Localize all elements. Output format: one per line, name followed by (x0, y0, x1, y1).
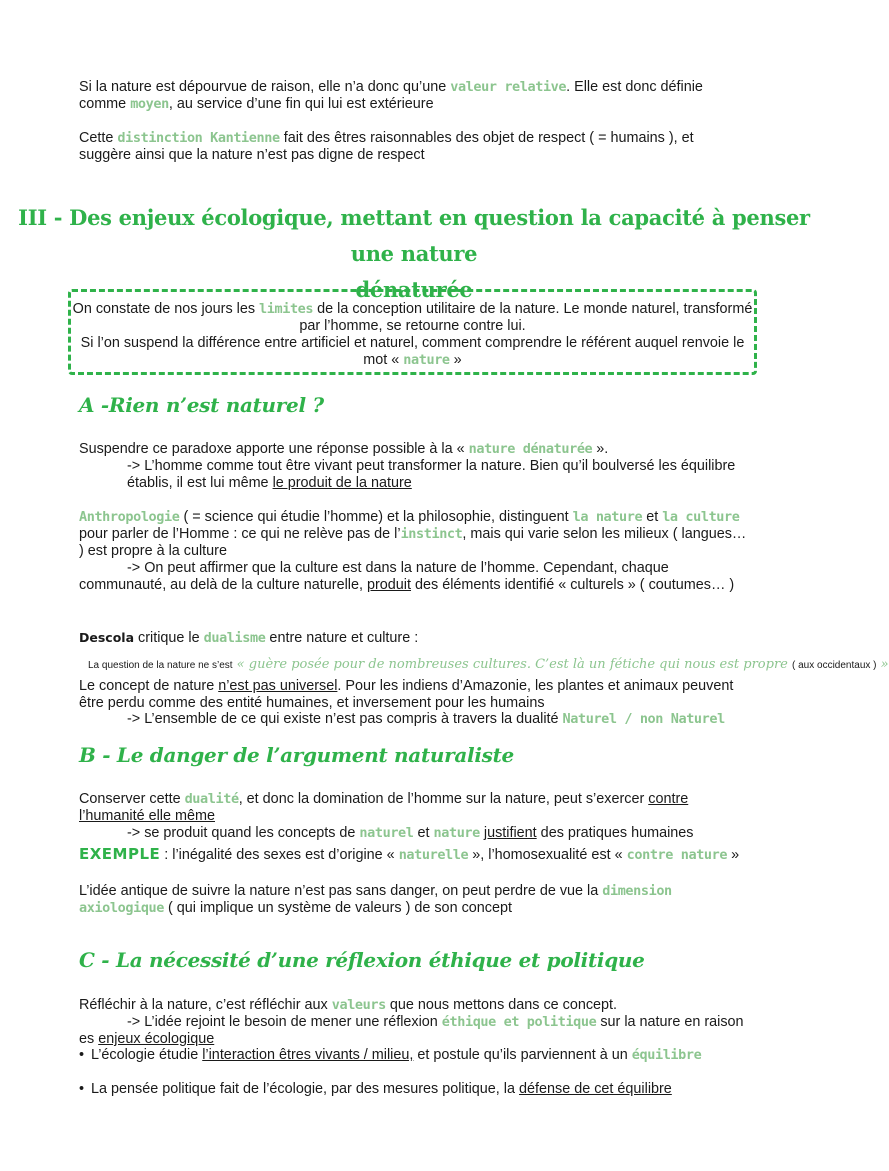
bullet-item-ecologie: • L’écologie étudie l’interaction êtres vivants / milieu, et postule qu’ils parviennent à un équilibre (79, 1047, 751, 1064)
section-a-paragraph-2: -> L’homme comme tout être vivant peut transformer la nature. Bien qu’il boulversé les équilibre établis, il est lui même le produit de la nature (127, 458, 736, 491)
section-a-paragraph-3: Anthropologie ( = science qui étudie l’homme) et la philosophie, distinguent la nature et la culture pour parler de l’Homme : ce qui ne relève pas de l’instinct, mais qui varie selon les milieux ( langues… ) est propre à la culture (79, 509, 747, 559)
intro-paragraph-1: Si la nature est dépourvue de raison, elle n’a donc qu’une valeur relative. Elle est donc définie comme moyen, au service d’une fin qui lui est extérieure (79, 79, 703, 112)
highlight: naturelle (398, 847, 469, 863)
example-label: EXEMPLE (79, 845, 161, 863)
highlight: dimension axiologique (79, 883, 672, 916)
highlight: naturel (359, 825, 414, 841)
section-b-paragraph-2: -> se produit quand les concepts de naturel et nature justifient des pratiques humaines (127, 825, 694, 841)
highlight: dualisme (203, 630, 266, 646)
highlight: nature dénaturée (468, 441, 593, 457)
highlight: nature (433, 825, 480, 841)
section-3-title: III - Des enjeux écologique, mettant en question la capacité à penser une nature dénaturée (18, 205, 810, 302)
box-text-1: On constate de nos jours les limites de la conception utilitaire de la nature. Le monde naturel, transformé par l’homme, se retourne contre lui. (72, 301, 753, 334)
highlight: valeurs (331, 997, 386, 1013)
section-c-paragraph-1: Réfléchir à la nature, c’est réfléchir aux valeurs que nous mettons dans ce concept. (79, 997, 618, 1013)
highlight: moyen (130, 96, 169, 112)
highlight: dualité (184, 791, 239, 807)
section-a-paragraph-6: Le concept de nature n’est pas universel. Pour les indiens d’Amazonie, les plantes et animaux peuvent être perdu comme des entité humaines, et inversement pour les humains (79, 678, 734, 711)
highlight: distinction Kantienne (117, 130, 280, 146)
section-a-title: A -Rien n’est naturel ? (79, 393, 324, 417)
section-b-paragraph-1: Conserver cette dualité, et donc la domination de l’homme sur la nature, peut s’exercer contre l’humanité elle même (79, 791, 689, 824)
highlight: contre nature (626, 847, 728, 863)
section-b-paragraph-3: L’idée antique de suivre la nature n’est pas sans danger, on peut perdre de vue la dimension axiologique ( qui implique un système de valeurs ) de son concept (79, 883, 672, 916)
section-c-paragraph-2: -> L’idée rejoint le besoin de mener une réflexion éthique et politique sur la nature en raison es enjeux écologique (79, 1014, 744, 1047)
section-a-paragraph-7: -> L’ensemble de ce qui existe n’est pas compris à travers la dualité Naturel / non Naturel (127, 711, 725, 727)
section-a-paragraph-1: Suspendre ce paradoxe apporte une réponse possible à la « nature dénaturée ». (79, 441, 609, 457)
bullet-item-politique: • La pensée politique fait de l’écologie, par des mesures politique, la défense de cet équilibre (79, 1081, 751, 1098)
section-c-title: C - La nécessité d’une réflexion éthique et politique (79, 948, 645, 972)
section-a-paragraph-4: -> On peut affirmer que la culture est dans la nature de l’homme. Cependant, chaque communauté, au delà de la culture naturelle, produit des éléments identifié « culturels » ( coutumes… ) (79, 560, 735, 593)
section-b-example: EXEMPLE : l’inégalité des sexes est d’origine « naturelle », l’homosexualité est « contre nature » (79, 845, 740, 863)
highlight: la culture (662, 509, 740, 525)
highlight: valeur relative (450, 79, 567, 95)
problem-box (68, 289, 757, 375)
highlight: Anthropologie (79, 509, 180, 525)
box-text-2: Si l’on suspend la différence entre artificiel et naturel, comment comprendre le référent auquel renvoie le mot « nature » (80, 335, 745, 368)
highlight: éthique et politique (441, 1014, 597, 1030)
highlight: équilibre (631, 1047, 702, 1063)
highlight: limites (259, 301, 314, 317)
section-b-title: B - Le danger de l’argument naturaliste (79, 743, 514, 767)
highlight: Naturel / non Naturel (562, 711, 725, 727)
section-a-paragraph-5: Descola critique le dualisme entre nature et culture : (79, 630, 419, 646)
descola-quote: La question de la nature ne s’est « guère posée pour de nombreuses cultures. C’est là un fétiche qui nous est propre ( aux occidentaux ) » (88, 657, 889, 672)
highlight: instinct (400, 526, 463, 542)
highlight: nature (403, 352, 450, 368)
highlight: la nature (572, 509, 643, 525)
intro-paragraph-2: Cette distinction Kantienne fait des êtres raisonnables des objet de respect ( = humains ), et suggère ainsi que la nature n’est pas digne de respect (79, 130, 694, 163)
